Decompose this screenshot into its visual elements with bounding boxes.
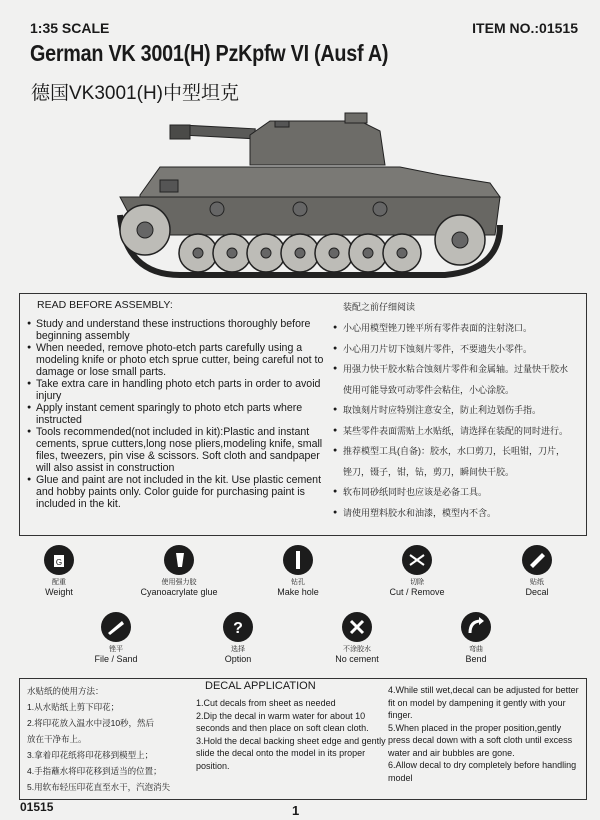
question-icon	[223, 612, 253, 642]
decal-cn-line: 2.将印花放入温水中浸10秒，然后	[27, 718, 155, 728]
scissors-icon	[402, 545, 432, 575]
decal-cn-line: 放在干净布上。	[27, 734, 87, 744]
legend-make-hole	[243, 545, 353, 597]
legend-cut	[362, 545, 472, 597]
glue-icon	[164, 545, 194, 575]
instruction-item: ● Apply instant cement sparingly to photo etch parts where instructed	[27, 402, 327, 426]
decal-step: 1.Cut decals from sheet as needed	[196, 698, 336, 708]
decal-steps-1-3	[196, 697, 386, 772]
instruction-item: ● Tools recommended(not included in kit):Plastic and instant cements, sprue cutters,long nose pliers,modeling knife, small files, tweezers, pin vise & scissors. Soft cloth and sandpaper will also assist in construction	[27, 426, 327, 474]
footer-item-code: 01515	[20, 800, 54, 814]
legend-decal	[482, 545, 592, 597]
decal-step: 6.Allow decal to dry completely before handling model	[388, 760, 577, 783]
decal-cn-line: 5.用软布轻压印花直至水干，汽泡消失	[27, 782, 171, 792]
instruction-item: ● When needed, remove photo-etch parts carefully using a modeling knife or photo etch sprue cutter, being careful not to damage or lose small parts.	[27, 342, 327, 378]
decal-step: 2.Dip the decal in warm water for about 10 seconds and then place on soft clean cloth.	[196, 710, 369, 733]
decal-step: 4.While still wet,decal can be adjusted for better fit on model by dampening it gently with your finger.	[388, 685, 579, 720]
legend-label: Weight	[45, 587, 73, 597]
instruction-item: ● Take extra care in handling photo etch parts in order to avoid injury	[27, 378, 327, 402]
cn-instruction-line: ● 软布同砂纸同时也应该是必备工具。	[333, 482, 583, 503]
decal-cn-heading: 水贴纸的使用方法：	[27, 686, 104, 696]
decal-icon	[522, 545, 552, 575]
cn-instruction-line: ● 取蚀刻片时应特别注意安全，防止利边划伤手指。	[333, 400, 583, 421]
no-cement-icon	[342, 612, 372, 642]
item-number: ITEM NO.:01515	[472, 20, 578, 36]
legend-label: Decal	[525, 587, 549, 597]
page-number: 1	[292, 803, 300, 818]
legend-glue	[124, 545, 234, 597]
legend-label-cn: 贴纸	[530, 579, 544, 586]
legend-label-cn: 锉平	[109, 646, 123, 653]
file-icon	[101, 612, 131, 642]
decal-instructions-chinese	[27, 683, 187, 795]
weight-glyph: G	[55, 558, 63, 567]
legend-label: Bend	[465, 654, 487, 664]
decal-step: 5.When placed in the proper position,gently press decal down with a soft cloth until excess water and air bubbles are gone.	[388, 722, 573, 758]
legend-label-cn: 配重	[52, 579, 66, 586]
cn-instruction-line: ● 推荐模型工具(自备)：胶水，水口剪刀，长咀钳，刀片，	[333, 441, 583, 462]
scale-label: 1:35 SCALE	[30, 20, 110, 36]
legend-label-cn: 不涂胶水	[343, 646, 371, 653]
legend-label-cn: 钻孔	[291, 579, 305, 586]
decal-steps-4-6	[388, 684, 584, 784]
cn-instruction-line: ● 小心用模型锉刀锉平所有零件表面的注射浇口。	[333, 318, 583, 339]
legend-file-sand	[61, 612, 171, 664]
legend-label: Cyanoacrylate glue	[140, 587, 218, 597]
decal-cn-line: 1.从水贴纸上剪下印花；	[27, 702, 120, 712]
legend-label-cn: 切除	[410, 579, 424, 586]
cn-instruction-line: 使用可能导致可动零件会粘住，小心涂胶。	[343, 384, 515, 395]
legend-label: File / Sand	[94, 654, 138, 664]
weight-icon	[44, 545, 74, 575]
legend-no-cement	[302, 612, 412, 664]
cn-instruction-line: ● 某些零件表面需贴上水贴纸，请选择在装配的同时进行。	[333, 421, 583, 442]
decal-cn-line: 3.拿着印花纸将印花移到模型上；	[27, 750, 154, 760]
legend-label: Option	[224, 654, 252, 664]
page-title: German VK 3001(H) PzKpfw VI (Ausf A)	[30, 40, 389, 66]
legend-label-cn: 选择	[231, 646, 245, 653]
read-heading-chinese: 装配之前仔细阅读	[343, 302, 416, 312]
decal-cn-line: 4.手指蘸水将印花移到适当的位置；	[27, 766, 162, 776]
legend-bend	[421, 612, 531, 664]
legend-label: No cement	[335, 654, 379, 664]
instruction-item: ● Glue and paint are not included in the kit. Use plastic cement and hobby paints only. Color guide for purchasing paint is included in the kit.	[27, 474, 327, 510]
legend-label-cn: 弯曲	[469, 646, 483, 653]
legend-label: Cut / Remove	[389, 587, 445, 597]
option-glyph: ?	[233, 620, 243, 637]
instruction-item: ● Study and understand these instructions thoroughly before beginning assembly	[27, 318, 327, 342]
read-heading: READ BEFORE ASSEMBLY:	[37, 299, 173, 311]
cn-instruction-line: ● 小心用刀片切下蚀刻片零件，不要遗失小零件。	[333, 339, 583, 360]
bend-arrow-icon	[461, 612, 491, 642]
drill-icon	[283, 545, 313, 575]
tank-illustration	[100, 105, 520, 295]
chinese-instruction-list	[333, 318, 583, 523]
decal-heading: DECAL APPLICATION	[205, 680, 316, 692]
cn-instruction-line: 锉刀，镊子，钳，钻，剪刀，瞬间快干胶。	[343, 466, 515, 477]
decal-step: 3.Hold the decal backing sheet edge and gently slide the decal onto the model in its proper position.	[196, 735, 386, 771]
cn-instruction-line: ● 用强力快干胶水粘合蚀刻片零件和金属轴。过量快干胶水	[333, 359, 583, 380]
english-instruction-list	[27, 318, 327, 510]
page-title-chinese: 德国VK3001(H)中型坦克	[31, 83, 239, 104]
cn-instruction-line: ● 请使用塑料胶水和油漆，模型内不含。	[333, 503, 583, 524]
legend-label-cn: 使用强力胶	[161, 579, 197, 586]
legend-weight	[4, 545, 114, 597]
legend-label: Make hole	[277, 587, 319, 597]
legend-option	[183, 612, 293, 664]
